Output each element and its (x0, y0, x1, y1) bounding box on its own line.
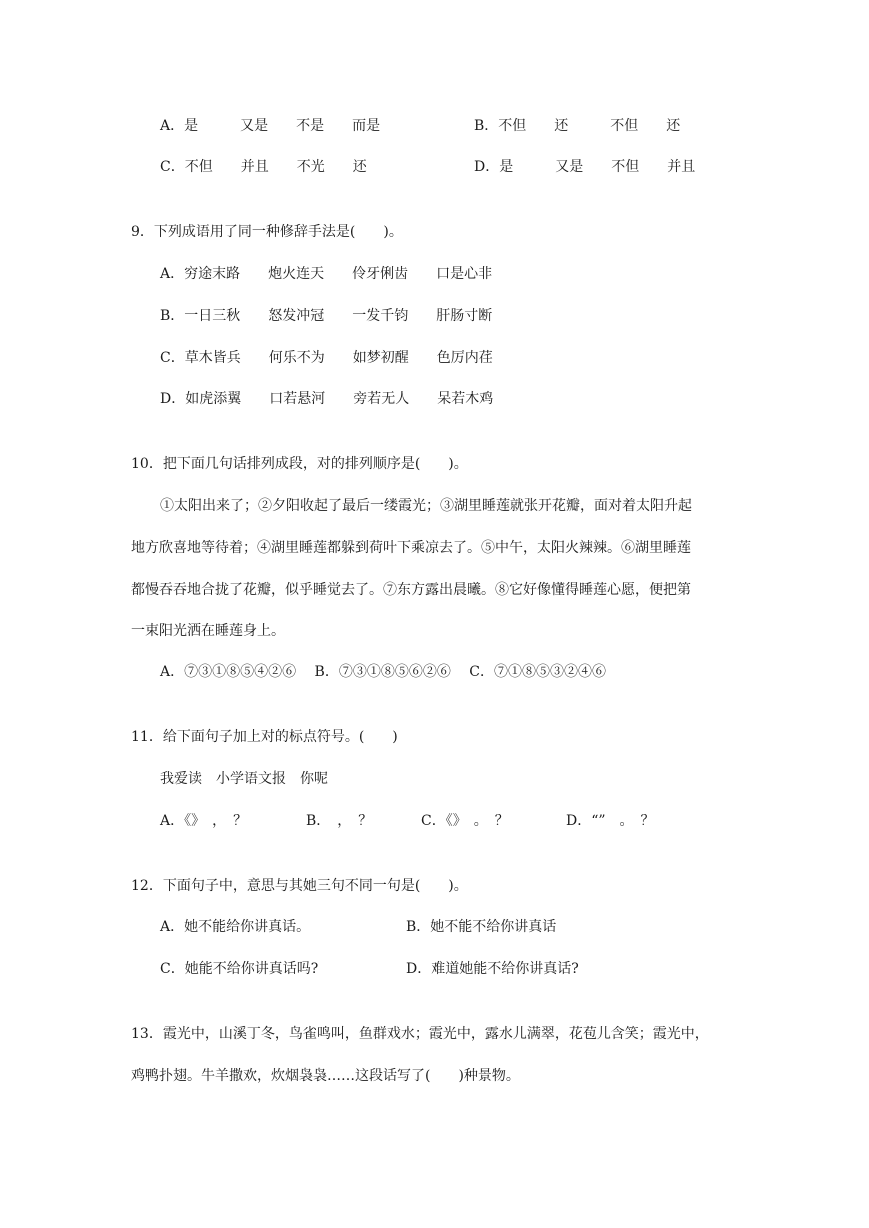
q9-option-a: A．穷途末路 炮火连天 伶牙俐齿 口是心非 (160, 266, 493, 282)
q10-options: A．⑦③①⑧⑤④②⑥ B．⑦③①⑧⑤⑥②⑥ C．⑦①⑧⑤③②④⑥ (160, 664, 607, 680)
q9-option-d: D．如虎添翼 口若悬河 旁若无人 呆若木鸡 (160, 391, 494, 407)
q9-stem: 9．下列成语用了同一种修辞手法是( )。 (131, 224, 403, 240)
q11-stem: 11．给下面句子加上对的标点符号。( ) (131, 729, 398, 745)
q13-stem-line: 鸡鸭扑翅。牛羊撒欢，炊烟袅袅……这段话写了( )种景物。 (131, 1068, 520, 1084)
q9-option-c: C．草木皆兵 何乐不为 如梦初醒 色厉内荏 (160, 350, 493, 366)
q8-option-a: A．是 又是 不是 而是 (160, 118, 381, 134)
q10-stem: 10．把下面几句话排列成段，对的排列顺序是( )。 (131, 456, 468, 472)
q11-sentence: 我爱读 小学语文报 你呢 (160, 771, 328, 787)
q10-passage-line: 地方欣喜地等待着；④湖里睡莲都躲到荷叶下乘凉去了。⑤中午，太阳火辣辣。⑥湖里睡莲 (131, 540, 691, 556)
q12-option-a: A．她不能给你讲真话。 (160, 919, 311, 935)
q10-passage-line: 都慢吞吞地合拢了花瓣，似乎睡觉去了。⑦东方露出晨曦。⑧它好像懂得睡莲心愿，便把第 (131, 582, 691, 598)
q11-option-a: A．《》 ， ？ (160, 813, 248, 829)
q8-option-d: D．是 又是 不但 并且 (474, 159, 696, 175)
q11-option-b: B． ， ？ (306, 813, 373, 829)
q8-option-c: C．不但 并且 不光 还 (160, 159, 367, 175)
q12-stem: 12．下面句子中，意思与其她三句不同一句是( )。 (131, 878, 468, 894)
q11-option-c: C．《》 。 ？ (421, 813, 509, 829)
q13-stem-line: 13．霞光中，山溪丁冬，鸟雀鸣叫，鱼群戏水；霞光中，露水儿满翠，花苞儿含笑；霞光中， (131, 1026, 709, 1042)
q11-option-d: D．“” 。 ？ (566, 813, 655, 829)
q12-option-c: C．她能不给你讲真话吗? (160, 961, 319, 977)
q9-option-b: B．一日三秋 怒发冲冠 一发千钧 肝肠寸断 (160, 308, 493, 324)
q10-passage-line: ①太阳出来了；②夕阳收起了最后一缕霞光；③湖里睡莲就张开花瓣，面对着太阳升起 (160, 498, 692, 514)
q8-option-b: B．不但 还 不但 还 (474, 118, 681, 134)
q10-passage-line: 一束阳光洒在睡莲身上。 (131, 623, 285, 639)
q12-option-b: B．她不能不给你讲真话 (406, 919, 557, 935)
q12-option-d: D．难道她能不给你讲真话? (406, 961, 579, 977)
